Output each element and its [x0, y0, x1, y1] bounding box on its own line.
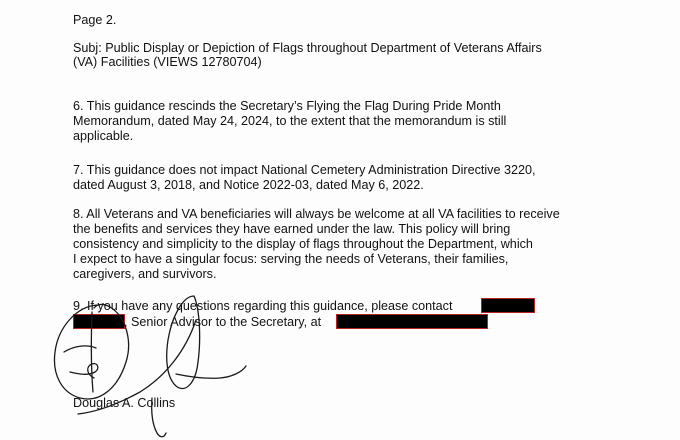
paragraph-9-line-1: 9. If you have any questions regarding this guidance, please contact [73, 299, 453, 313]
paragraph-8-line-4: I expect to have a singular focus: serving the needs of Veterans, their families, [73, 252, 509, 266]
paragraph-8-line-1: 8. All Veterans and VA beneficiaries will always be welcome at all VA facilities to receive [73, 207, 560, 221]
paragraph-8-line-3: consistency and simplicity to the display of flags throughout the Department, which [73, 237, 533, 251]
paragraph-8-line-5: caregivers, and survivors. [73, 267, 217, 281]
paragraph-8-line-2: the benefits and services they have earned under the law. This policy will bring [73, 222, 511, 236]
paragraph-6-line-3: applicable. [73, 129, 134, 143]
subject-line-1: Subj: Public Display or Depiction of Flags throughout Department of Veterans Affairs [73, 41, 542, 55]
page-label: Page 2. [73, 13, 117, 27]
signatory-name: Douglas A. Collins [73, 396, 176, 410]
paragraph-6-line-1: 6. This guidance rescinds the Secretary’s Flying the Flag During Pride Month [73, 99, 501, 113]
paragraph-7-line-2: dated August 3, 2018, and Notice 2022-03, dated May 6, 2022. [73, 178, 424, 192]
redaction-block [74, 315, 124, 328]
paragraph-6-line-2: Memorandum, dated May 24, 2024, to the extent that the memorandum is still [73, 114, 507, 128]
paragraph-7-line-1: 7. This guidance does not impact National Cemetery Administration Directive 3220, [73, 163, 536, 177]
paragraph-9-line-2: , Senior Advisor to the Secretary, at [124, 315, 322, 329]
redaction-block [337, 315, 487, 328]
subject-line-2: (VA) Facilities (VIEWS 12780704) [73, 55, 262, 69]
redaction-block [482, 299, 534, 312]
